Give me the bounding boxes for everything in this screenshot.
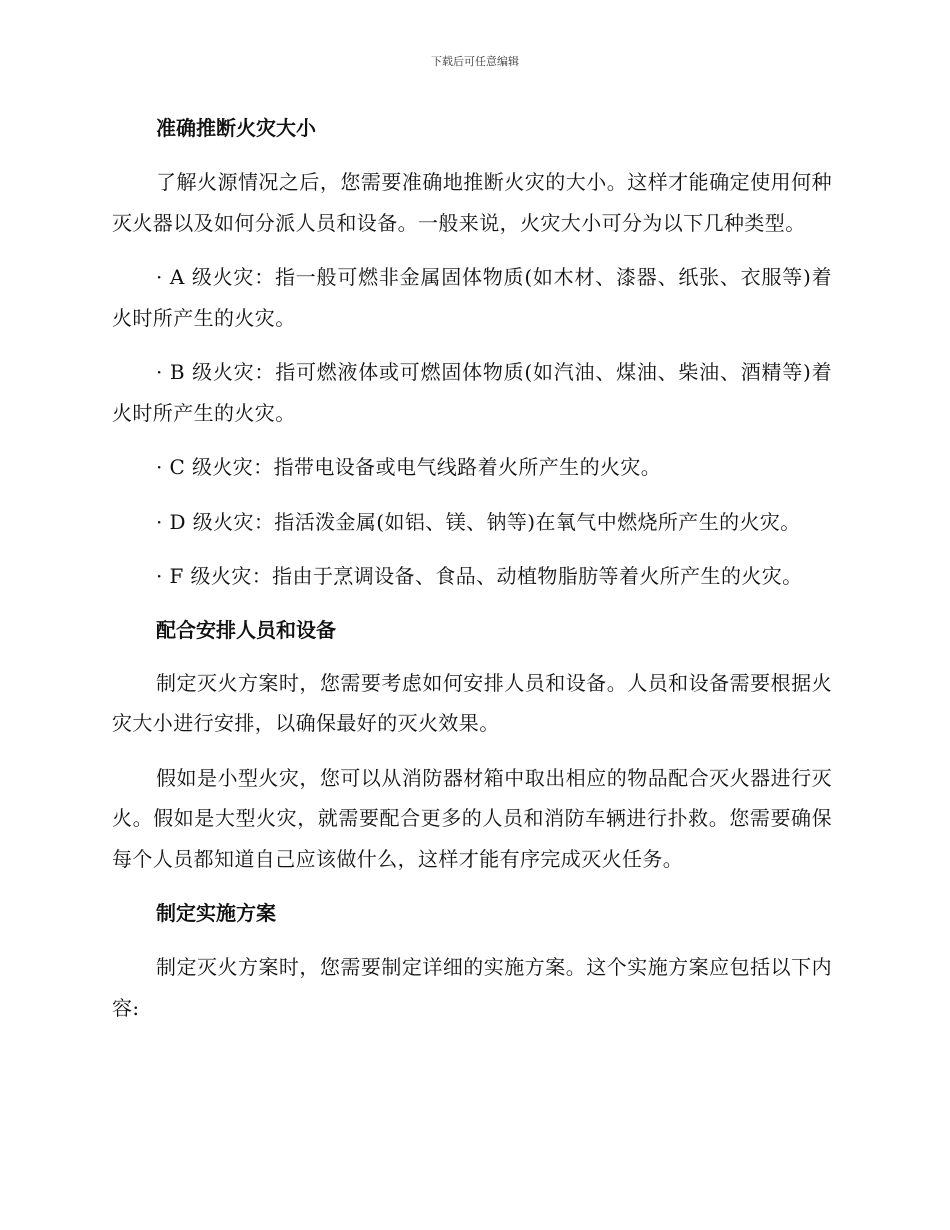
section-heading-plan: 制定实施方案	[156, 901, 276, 925]
paragraph-intro: 了解火源情况之后，您需要准确地推断火灾的大小。这样才能确定使用何种灭火器以及如何分派人员和设备。一般来说，火灾大小可分为以下几种类型。	[112, 170, 832, 235]
page-header: 下载后可任意编辑	[431, 55, 519, 68]
paragraph-personnel-1: 制定灭火方案时，您需要考虑如何安排人员和设备。人员和设备需要根据火灾大小进行安排，以确保最好的灭火效果。	[112, 670, 832, 735]
list-item-class-b: · B 级火灾：指可燃液体或可燃固体物质(如汽油、煤油、柴油、酒精等)着火时所产生的火灾。	[112, 360, 832, 425]
section-heading-fire-size: 准确推断火灾大小	[156, 116, 316, 140]
paragraph-personnel-2: 假如是小型火灾，您可以从消防器材箱中取出相应的物品配合灭火器进行灭火。假如是大型火灾，就需要配合更多的人员和消防车辆进行扑救。您需要确保每个人员都知道自己应该做什么，这样才能有序完成灭火任务。	[112, 765, 832, 871]
list-item-class-d: · D 级火灾：指活泼金属(如铝、镁、钠等)在氧气中燃烧所产生的火灾。	[156, 509, 801, 534]
document-body	[112, 108, 832, 1042]
paragraph-plan-1: 制定灭火方案时，您需要制定详细的实施方案。这个实施方案应包括以下内容:	[112, 955, 832, 1020]
list-item-class-f: · F 级火灾：指由于烹调设备、食品、动植物脂肪等着火所产生的火灾。	[156, 564, 803, 588]
section-heading-personnel: 配合安排人员和设备	[156, 617, 336, 642]
list-item-class-c: · C 级火灾：指带电设备或电气线路着火所产生的火灾。	[156, 455, 662, 479]
list-item-class-a: · A 级火灾：指一般可燃非金属固体物质(如木材、漆器、纸张、衣服等)着火时所产生的火灾。	[112, 265, 832, 330]
